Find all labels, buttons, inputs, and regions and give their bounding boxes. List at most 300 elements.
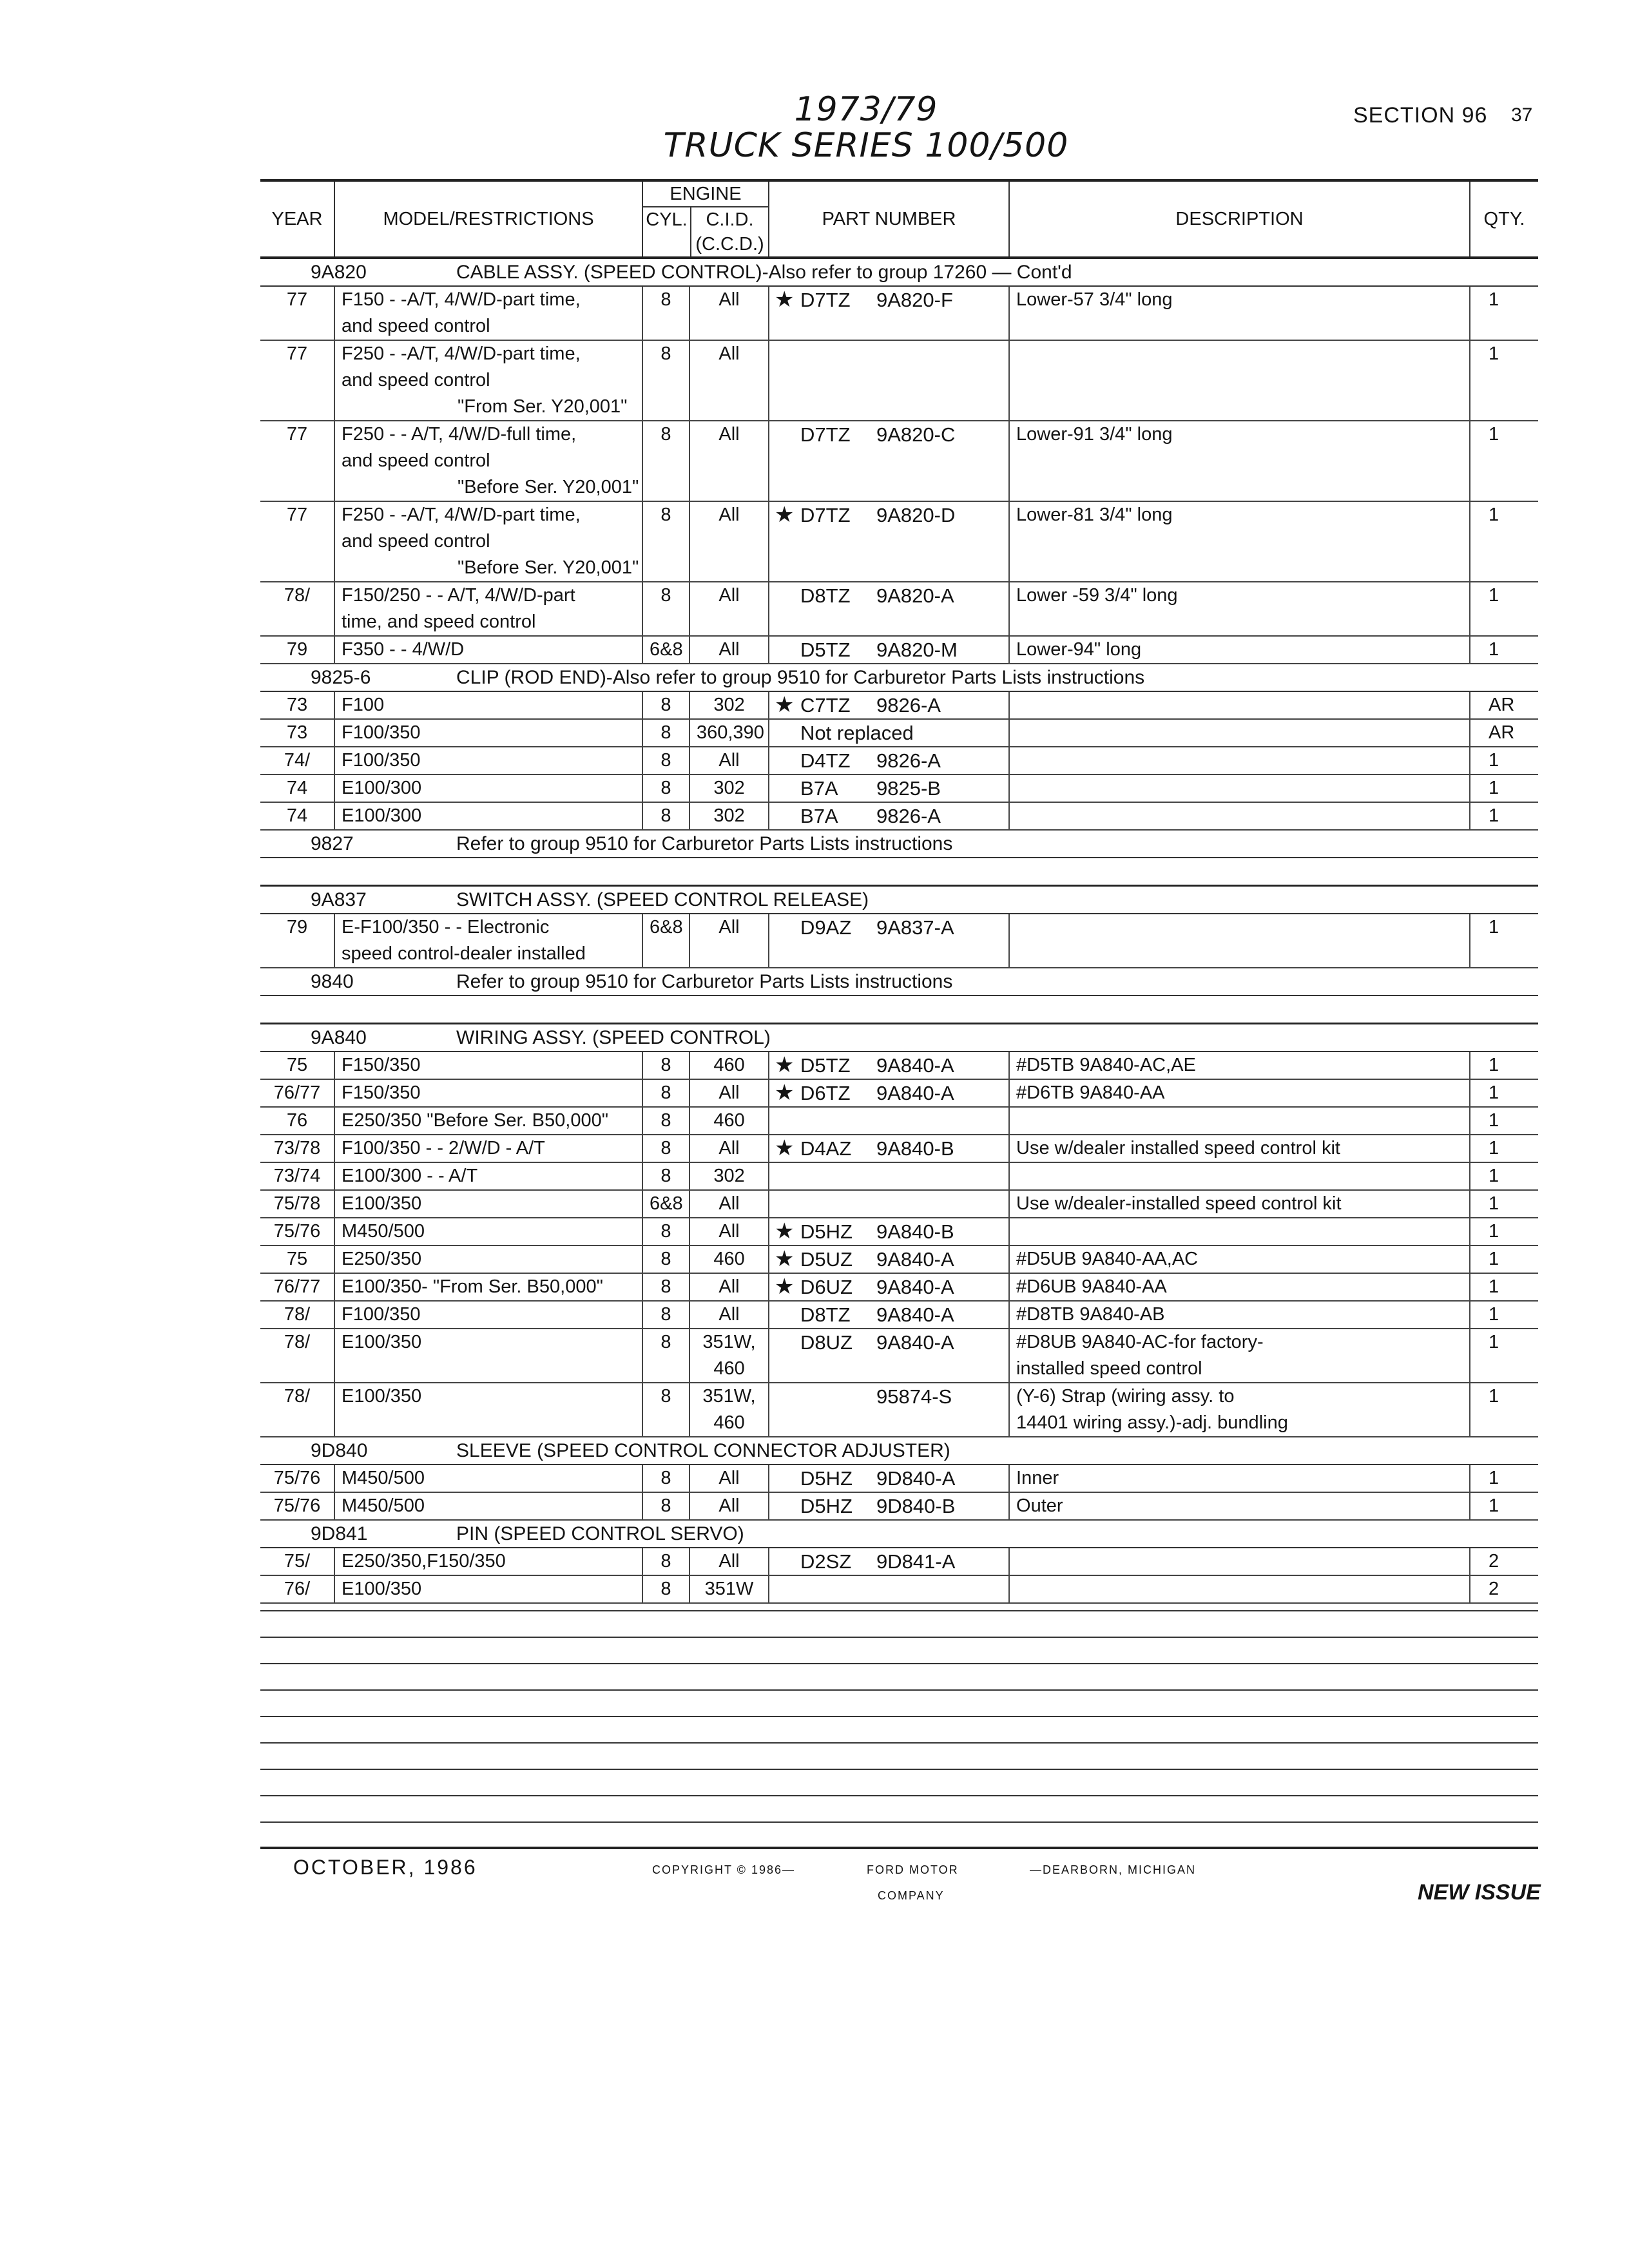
col-description-header: DESCRIPTION [1009,180,1470,258]
year-cell: 78/ [260,582,334,636]
star-icon: ★ [775,1053,795,1077]
part-number-cell [769,1492,1009,1520]
part-number-prefix: B7A [800,805,838,827]
group-header-row [260,886,1538,914]
year-cell: 74 [260,802,334,830]
model-cell [334,1162,642,1190]
year-cell: 75/78 [260,1190,334,1218]
cyl-cell: 8 [642,1273,689,1301]
spacer-row [260,995,1538,1024]
qty-cell: 1 [1470,1383,1538,1437]
qty-cell: 1 [1470,1135,1538,1162]
cid-line: 302 [713,1166,745,1186]
model-cell [334,1079,642,1107]
cyl-cell: 8 [642,1575,689,1603]
part-number-suffix: 9A820-A [876,584,954,607]
cid-cell [689,1492,769,1520]
year-cell: 78/ [260,1383,334,1437]
part-number-cell [769,1301,1009,1329]
part-number-cell [769,501,1009,582]
cid-cell [689,1329,769,1383]
cid-label: C.I.D. [706,209,754,230]
qty-cell: 1 [1470,1329,1538,1383]
cid-cell [689,421,769,501]
model-line: speed control-dealer installed [342,943,586,964]
cid-cell [689,501,769,582]
cid-line: 360,390 [697,722,764,743]
part-number-suffix: 9D841-A [876,1550,956,1573]
cid-cell [689,1190,769,1218]
year-cell: 73 [260,691,334,719]
year-cell: 79 [260,636,334,664]
cid-line: All [718,1138,740,1158]
part-number-suffix: 9826-A [876,749,941,772]
description-line: Lower-91 3/4" long [1016,424,1173,445]
qty-cell: 1 [1470,636,1538,664]
description-cell [1009,802,1470,830]
cyl-cell: 6&8 [642,1190,689,1218]
group-reference-row [260,830,1538,858]
table-row [260,1273,1538,1301]
description-cell [1009,719,1470,747]
model-line: E100/350- "From Ser. B50,000" [342,1276,603,1297]
model-cell [334,802,642,830]
model-line: "From Ser. Y20,001" [458,396,628,417]
model-line: E100/350 [342,1386,422,1407]
description-cell [1009,1135,1470,1162]
part-number-cell [769,1079,1009,1107]
description-cell [1009,1190,1470,1218]
qty-cell: AR [1470,719,1538,747]
table-row [260,636,1538,664]
part-number-cell [769,774,1009,802]
year-cell: 75 [260,1245,334,1273]
part-number-suffix: 9A840-A [876,1331,954,1354]
description-cell [1009,1492,1470,1520]
part-number-cell [769,582,1009,636]
part-number-cell [769,1383,1009,1437]
qty-cell: 1 [1470,1052,1538,1079]
star-icon: ★ [775,1136,795,1160]
cid-cell [689,1273,769,1301]
description-line: #D8TB 9A840-AB [1016,1304,1165,1325]
cyl-cell: 8 [642,421,689,501]
cid-line: 351W [704,1579,754,1599]
cid-cell [689,1548,769,1575]
year-cell: 73/74 [260,1162,334,1190]
cid-line: All [718,1551,740,1571]
model-line: and speed control [342,450,490,471]
qty-cell: 1 [1470,1245,1538,1273]
model-line: time, and speed control [342,611,536,632]
cid-line: All [718,639,740,660]
part-number-prefix: D7TZ [800,423,851,446]
part-number-cell [769,421,1009,501]
year-cell: 76/77 [260,1079,334,1107]
year-cell: 75/ [260,1548,334,1575]
cyl-cell: 8 [642,582,689,636]
description-cell [1009,1383,1470,1437]
group-code: 9D840 [311,1440,368,1461]
description-line: Use w/dealer installed speed control kit [1016,1138,1340,1158]
model-line: E250/350 [342,1249,422,1269]
part-number-prefix: C7TZ [800,694,851,716]
description-cell [1009,1273,1470,1301]
part-number-prefix: D5TZ [800,1054,851,1077]
group-title: WIRING ASSY. (SPEED CONTROL) [456,1027,771,1048]
table-row [260,1383,1538,1437]
cyl-cell: 8 [642,286,689,340]
table-row [260,802,1538,830]
cyl-cell: 8 [642,747,689,774]
table-row [260,1218,1538,1245]
cid-line: 460 [713,1249,745,1269]
part-number-cell [769,286,1009,340]
group-title: CABLE ASSY. (SPEED CONTROL)-Also refer to group 17260 — Cont'd [456,262,1072,283]
group-reference-row [260,968,1538,995]
part-number-cell [769,747,1009,774]
part-number-suffix: 9A837-A [876,916,954,939]
description-line: #D8UB 9A840-AC-for factory- [1016,1332,1264,1352]
model-line: E-F100/350 - - Electronic [342,917,550,937]
cyl-cell: 6&8 [642,914,689,968]
model-line: "Before Ser. Y20,001" [458,557,639,578]
cid-line: All [718,585,740,606]
qty-cell: 1 [1470,340,1538,421]
cid-cell [689,1107,769,1135]
model-cell [334,1218,642,1245]
description-cell [1009,1329,1470,1383]
part-number-suffix: 9A840-A [876,1248,954,1271]
qty-cell: 1 [1470,802,1538,830]
model-cell [334,1052,642,1079]
part-number-suffix: 9A840-B [876,1220,954,1243]
table-header-row [260,180,1538,258]
model-line: F150 - -A/T, 4/W/D-part time, [342,289,581,310]
cid-cell [689,1052,769,1079]
cid-line: 460 [713,1358,745,1379]
part-number-cell [769,636,1009,664]
cid-cell [689,774,769,802]
part-number-prefix: D2SZ [800,1550,852,1573]
table-row [260,914,1538,968]
cyl-cell: 6&8 [642,636,689,664]
description-cell [1009,501,1470,582]
group-title: Refer to group 9510 for Carburetor Parts Lists instructions [456,971,953,992]
year-cell: 77 [260,340,334,421]
description-cell [1009,421,1470,501]
model-cell [334,636,642,664]
part-number-suffix: 9A820-C [876,423,956,446]
qty-cell: 2 [1470,1575,1538,1603]
model-cell [334,1548,642,1575]
model-line: and speed control [342,531,490,552]
cid-line: All [718,1276,740,1297]
description-line: #D5UB 9A840-AA,AC [1016,1249,1199,1269]
part-number-suffix: 9A820-F [876,289,953,311]
model-line: F100/350 [342,1304,421,1325]
part-number-prefix: D6UZ [800,1276,853,1298]
group-code: 9840 [311,971,354,992]
group-code: 9827 [311,833,354,854]
cyl-cell: 8 [642,1218,689,1245]
cid-cell [689,1135,769,1162]
model-cell [334,1301,642,1329]
group-header-row [260,258,1538,286]
col-engine-header [642,180,769,258]
part-number-suffix: 9D840-A [876,1467,956,1490]
group-header-row [260,1437,1538,1465]
section-label: SECTION 96 [1353,103,1488,128]
part-number-suffix: 9A840-A [876,1082,954,1104]
model-line: F250 - -A/T, 4/W/D-part time, [342,505,581,525]
model-line: E100/300 - - A/T [342,1166,478,1186]
cid-cell [689,691,769,719]
table-row [260,719,1538,747]
group-title: SLEEVE (SPEED CONTROL CONNECTOR ADJUSTER) [456,1440,950,1461]
description-line: 14401 wiring assy.)-adj. bundling [1016,1412,1288,1433]
table-row [260,691,1538,719]
model-line: E250/350,F150/350 [342,1551,506,1571]
cyl-cell: 8 [642,802,689,830]
cid-cell [689,802,769,830]
description-cell [1009,1079,1470,1107]
cid-line: 460 [713,1412,745,1433]
year-cell: 74 [260,774,334,802]
part-number-cell [769,1245,1009,1273]
group-code: 9825-6 [311,667,371,688]
table-row [260,1162,1538,1190]
description-cell [1009,774,1470,802]
qty-cell: 1 [1470,1162,1538,1190]
description-line: Lower-57 3/4" long [1016,289,1173,310]
col-year-header: YEAR [260,180,334,258]
group-header-row [260,1024,1538,1052]
footer-issue: NEW ISSUE [1418,1880,1541,1905]
part-number-prefix: D5HZ [800,1467,853,1490]
model-line: F150/250 - - A/T, 4/W/D-part [342,585,575,606]
part-number-cell [769,914,1009,968]
part-number-prefix: D8UZ [800,1331,853,1354]
description-line: #D6UB 9A840-AA [1016,1276,1167,1297]
table-row [260,1107,1538,1135]
group-code: 9D841 [311,1523,368,1544]
cyl-cell: 8 [642,1079,689,1107]
qty-cell: 1 [1470,1492,1538,1520]
star-icon: ★ [775,503,795,527]
model-cell [334,719,642,747]
group-title: PIN (SPEED CONTROL SERVO) [456,1523,744,1544]
model-line: F150/350 [342,1055,421,1075]
col-model-header: MODEL/RESTRICTIONS [334,180,642,258]
qty-cell: 1 [1470,421,1538,501]
part-number-suffix: 9A840-A [876,1054,954,1077]
cyl-cell: 8 [642,1492,689,1520]
cid-line: All [718,1221,740,1242]
parts-table [260,179,1538,1604]
cid-line: 460 [713,1055,745,1075]
description-line: #D6TB 9A840-AA [1016,1082,1165,1103]
group-header-row [260,1520,1538,1548]
table-row [260,1135,1538,1162]
cyl-cell: 8 [642,1052,689,1079]
qty-cell: 1 [1470,914,1538,968]
model-line: F350 - - 4/W/D [342,639,465,660]
part-number-prefix: Not replaced [800,722,914,744]
part-number-suffix: 9D840-B [876,1495,956,1517]
model-cell [334,421,642,501]
footer-company-line2: COMPANY [878,1889,945,1902]
year-cell: 75/76 [260,1492,334,1520]
description-line: Lower-81 3/4" long [1016,505,1173,525]
table-row [260,421,1538,501]
cid-cell [689,1465,769,1492]
star-icon: ★ [775,1247,795,1271]
table-row [260,1052,1538,1079]
qty-cell: 1 [1470,774,1538,802]
year-cell: 76/ [260,1575,334,1603]
qty-cell: 1 [1470,501,1538,582]
cid-cell [689,636,769,664]
group-code: 9A837 [311,889,367,910]
model-line: E100/300 [342,778,422,798]
part-number-prefix: D7TZ [800,289,851,311]
part-number-prefix: D5HZ [800,1220,853,1243]
table-row [260,1329,1538,1383]
part-number-suffix: 9A840-B [876,1137,954,1160]
group-header-row [260,664,1538,691]
qty-cell: 1 [1470,1465,1538,1492]
model-line: and speed control [342,370,490,390]
group-title: SWITCH ASSY. (SPEED CONTROL RELEASE) [456,889,869,910]
part-number-cell [769,1162,1009,1190]
cid-line: All [718,1082,740,1103]
model-cell [334,1383,642,1437]
model-line: E100/300 [342,805,422,826]
description-line: Outer [1016,1495,1063,1516]
part-number-prefix: D5UZ [800,1248,853,1271]
part-number-cell [769,1107,1009,1135]
table-row [260,1548,1538,1575]
qty-cell: AR [1470,691,1538,719]
table-row [260,501,1538,582]
part-number-suffix: 9826-A [876,805,941,827]
cyl-cell: 8 [642,1548,689,1575]
model-cell [334,1190,642,1218]
spacer-row [260,858,1538,886]
model-cell [334,914,642,968]
part-number-cell [769,340,1009,421]
model-cell [334,501,642,582]
year-cell: 74/ [260,747,334,774]
year-cell: 77 [260,501,334,582]
cyl-cell: 8 [642,501,689,582]
year-cell: 75 [260,1052,334,1079]
part-number-prefix: D7TZ [800,504,851,526]
group-code: 9A840 [311,1027,367,1048]
model-cell [334,582,642,636]
description-line: #D5TB 9A840-AC,AE [1016,1055,1196,1075]
footer-location: —DEARBORN, MICHIGAN [1030,1863,1197,1876]
table-row [260,1492,1538,1520]
part-number-prefix: D4AZ [800,1137,852,1160]
cid-cell [689,719,769,747]
group-code: 9A820 [311,262,367,283]
year-cell: 75/76 [260,1218,334,1245]
cyl-cell: 8 [642,691,689,719]
description-cell [1009,286,1470,340]
cid-cell [689,1079,769,1107]
part-number-cell [769,1273,1009,1301]
group-title: CLIP (ROD END)-Also refer to group 9510 for Carburetor Parts Lists instructions [456,667,1145,688]
cyl-cell: 8 [642,1245,689,1273]
cid-line: 302 [713,778,745,798]
cid-line: All [718,424,740,445]
model-line: M450/500 [342,1495,425,1516]
cid-line: All [718,1304,740,1325]
footer-date: OCTOBER, 1986 [293,1856,477,1879]
part-number-suffix: 9A820-D [876,504,956,526]
part-number-prefix: D5HZ [800,1495,853,1517]
part-number-prefix: B7A [800,777,838,800]
year-cell: 76 [260,1107,334,1135]
table-row [260,286,1538,340]
model-line: F100/350 - - 2/W/D - A/T [342,1138,545,1158]
description-cell [1009,1218,1470,1245]
model-line: F100/350 [342,750,421,771]
page-title-years: 1973/79 [794,90,938,129]
model-line: E100/350 [342,1579,422,1599]
description-cell [1009,1245,1470,1273]
description-line: Inner [1016,1468,1059,1488]
description-line: (Y-6) Strap (wiring assy. to [1016,1386,1235,1407]
model-cell [334,1465,642,1492]
part-number-cell [769,1465,1009,1492]
model-cell [334,286,642,340]
cid-line: All [718,750,740,771]
description-cell [1009,914,1470,968]
part-number-cell [769,1218,1009,1245]
table-row [260,1301,1538,1329]
model-cell [334,1492,642,1520]
cyl-cell: 8 [642,1162,689,1190]
qty-cell: 1 [1470,1079,1538,1107]
model-cell [334,1107,642,1135]
year-cell: 77 [260,421,334,501]
model-line: M450/500 [342,1468,425,1488]
cid-line: All [718,343,740,364]
year-cell: 77 [260,286,334,340]
table-row [260,1465,1538,1492]
part-number-cell [769,1329,1009,1383]
cid-cell [689,1383,769,1437]
cid-line: All [718,505,740,525]
cyl-cell: 8 [642,1107,689,1135]
cyl-cell: 8 [642,1329,689,1383]
cid-cell [689,914,769,968]
year-cell: 79 [260,914,334,968]
cyl-cell: 8 [642,774,689,802]
cid-line: All [718,289,740,310]
description-cell [1009,747,1470,774]
model-line: F100 [342,695,385,715]
part-number-prefix: D8TZ [800,1303,851,1326]
cid-line: 351W, [702,1332,756,1352]
model-line: M450/500 [342,1221,425,1242]
model-line: F100/350 [342,722,421,743]
part-number-prefix: D6TZ [800,1082,851,1104]
cid-cell [689,582,769,636]
